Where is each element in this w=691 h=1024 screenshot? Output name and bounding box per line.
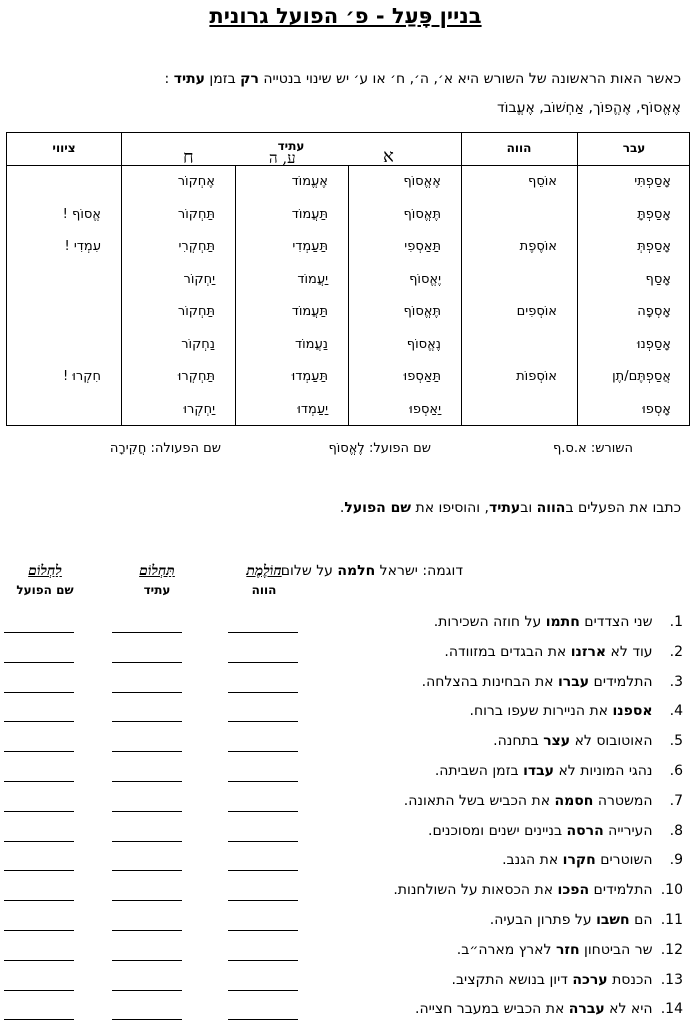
infinitive-answer-field[interactable]: [4, 662, 74, 663]
infinitive-label: שם הפועל: [16, 583, 74, 597]
future-het-cell: תַּחְקְרִי: [178, 239, 215, 254]
past-cell: אָסַפְתְּ: [637, 239, 671, 254]
future-example: תַּחְלוֹם: [139, 563, 175, 579]
question-text-end: בזמן השביתה.: [434, 763, 524, 779]
question-text: הם: [629, 912, 653, 928]
question-text: שני הצדדים: [579, 614, 653, 630]
infinitive-example: לַחְלוֹם: [28, 563, 62, 579]
future-het-cell: אֶחְקוֹר: [177, 174, 215, 189]
question-number: 9.: [669, 852, 683, 869]
example: דוגמה: ישראל חלמה על שלום.: [276, 563, 463, 579]
infinitive-answer-field[interactable]: [4, 930, 74, 931]
question-verb: חסמה: [554, 792, 594, 809]
future-alef-cell: יֶאֱסוֹף: [409, 271, 441, 287]
present-answer-field[interactable]: [228, 662, 298, 663]
future-het-cell: יַחְקוֹר: [183, 271, 215, 287]
question-number: 8.: [669, 822, 683, 839]
present-answer-field[interactable]: [228, 900, 298, 901]
future-answer-field[interactable]: [112, 721, 182, 722]
present-cell: אוֹסְפוֹת: [516, 369, 557, 384]
infinitive-answer-field[interactable]: [4, 841, 74, 842]
question-text: היא לא: [604, 1001, 653, 1018]
question-verb: הרסה: [566, 822, 604, 839]
future-ayin-cell: נַעֲמוֹד: [295, 336, 328, 352]
question-row: [415, 1001, 683, 1017]
question-verb: חקרו: [562, 852, 596, 869]
question-number: 3.: [669, 673, 683, 690]
question-number: 5.: [669, 733, 683, 750]
question-text: התלמידים: [589, 882, 653, 899]
question-number: 4.: [669, 703, 683, 720]
question-number: 12.: [660, 941, 683, 958]
question-number: 2.: [669, 643, 683, 660]
question-verb: עבדו: [523, 763, 554, 779]
verbal-noun: שם הפעולה: חֲקִירָה: [109, 441, 221, 456]
question-verb: חתמו: [545, 614, 580, 630]
question-number: 1.: [669, 614, 683, 630]
future-ayin-cell: יַעַמְדוּ: [297, 401, 328, 417]
future-alef-cell: תֶּאֱסוֹף: [403, 206, 441, 222]
future-het-cell: נַחְקוֹר: [181, 336, 215, 352]
future-alef-cell: תַּאַסְפוּ: [403, 369, 441, 384]
present-answer-field[interactable]: [228, 811, 298, 812]
future-ayin-cell: תַּעֲמוֹד: [291, 206, 328, 222]
question-row: [502, 852, 683, 868]
question-verb: הפכו: [557, 882, 590, 899]
infinitive-answer-field[interactable]: [4, 632, 74, 633]
conjugation-table: [6, 132, 690, 426]
question-number: 13.: [660, 971, 683, 988]
infinitive-answer-field[interactable]: [4, 751, 74, 752]
question-row: [457, 942, 683, 958]
question-text: הכנסת: [607, 971, 653, 988]
question-text: התלמידים: [589, 673, 653, 690]
future-alef-cell: יַאַסְפוּ: [409, 401, 441, 417]
question-verb: ארזנו: [570, 643, 607, 660]
header-imperative: ציווי: [52, 141, 76, 155]
future-answer-field[interactable]: [112, 870, 182, 871]
question-number: 14.: [660, 1001, 683, 1018]
question-text-end: את הכסאות על השולחנות.: [393, 882, 558, 899]
present-answer-field[interactable]: [228, 870, 298, 871]
future-answer-field[interactable]: [112, 1019, 182, 1020]
infinitive-answer-field[interactable]: [4, 1019, 74, 1020]
future-ayin-cell: תַּעַמְדוּ: [291, 369, 328, 384]
question-row: [404, 793, 683, 809]
infinitive-answer-field[interactable]: [4, 870, 74, 871]
question-row: [422, 674, 683, 690]
question-verb: חשבו: [596, 912, 630, 928]
present-answer-field[interactable]: [228, 841, 298, 842]
future-answer-field[interactable]: [112, 632, 182, 633]
imperative-cell: חִקְרוּ !: [63, 369, 101, 384]
present-label: הווה: [251, 583, 277, 597]
imperative-cell: אֱסוֹף !: [62, 206, 101, 222]
present-answer-field[interactable]: [228, 930, 298, 931]
present-answer-field[interactable]: [228, 990, 298, 991]
future-answer-field[interactable]: [112, 751, 182, 752]
question-row: [493, 733, 683, 749]
future-het-cell: תַּחְקוֹר: [177, 206, 215, 222]
future-het-cell: יַחְקְרוּ: [183, 401, 215, 417]
future-ayin-cell: יַעֲמוֹד: [297, 271, 328, 287]
past-cell: אָסַפְתָּ: [637, 206, 671, 222]
future-alef-cell: תֶּאֱסוֹף: [403, 304, 441, 319]
present-cell: אוֹסֵף: [528, 174, 557, 189]
instructions: כתבו את הפעלים בהווה ובעתיד, והוסיפו את שם הפועל.: [339, 500, 681, 516]
question-text: העירייה: [603, 822, 653, 839]
letter-alef: א: [383, 146, 394, 167]
past-cell: אָסַפְתִּי: [634, 174, 671, 189]
future-label: עתיד: [143, 583, 171, 597]
intro-examples: אֶאֱסוֹף, אֶהֱפוֹך, אַחְשׁוֹב, אֶעֱבוֹד: [497, 100, 681, 116]
present-answer-field[interactable]: [228, 1019, 298, 1020]
future-answer-field[interactable]: [112, 811, 182, 812]
question-number: 10.: [660, 882, 683, 899]
past-cell: אָסַפְנוּ: [637, 336, 671, 352]
future-ayin-cell: תַּעַמְדִי: [292, 239, 328, 254]
question-text-end: את הבחינות בהצלחה.: [421, 673, 558, 690]
past-cell: אָסְפָה: [637, 304, 671, 319]
question-verb: אספנו: [612, 703, 653, 720]
future-ayin-cell: אֶעֱמוֹד: [291, 174, 328, 189]
question-text-end: על פתרון הבעיה.: [489, 912, 597, 928]
question-text: השוטרים: [595, 852, 653, 869]
present-answer-field[interactable]: [228, 721, 298, 722]
question-row: [434, 614, 683, 630]
question-verb: עצר: [543, 733, 571, 750]
present-cell: אוֹסֶפֶת: [519, 239, 557, 254]
question-text: נהגי המוניות לא: [554, 763, 653, 779]
question-number: 11.: [660, 912, 683, 928]
intro-text: כאשר האות הראשונה של השורש היא א׳, ה׳, ח׳ או ע׳ יש שינוי בנטייה רק בזמן עתיד :: [164, 71, 681, 87]
question-row: [452, 972, 683, 988]
header-future: עתיד: [277, 139, 305, 153]
future-answer-field[interactable]: [112, 781, 182, 782]
future-answer-field[interactable]: [112, 662, 182, 663]
question-text-end: בניינים ישנים ומסוכנים.: [428, 822, 567, 839]
imperative-cell: עִמְדִי !: [64, 239, 101, 254]
infinitive: שם הפועל: לֶאֱסוֹף: [328, 441, 431, 456]
letter-het: ח: [183, 147, 194, 168]
question-row: [435, 763, 683, 779]
question-text-end: את הניירות שעפו ברוח.: [469, 703, 613, 720]
present-answer-field[interactable]: [228, 692, 298, 693]
present-answer-field[interactable]: [228, 632, 298, 633]
header-present: הווה: [506, 141, 532, 155]
past-cell: אֲסַפְתֶּם/תֶן: [612, 369, 671, 384]
future-alef-cell: אֶאֱסוֹף: [403, 174, 441, 189]
infinitive-answer-field[interactable]: [4, 692, 74, 693]
question-number: 6.: [669, 763, 683, 779]
question-verb: עברו: [557, 673, 590, 690]
page-title: בניין פָּעַל - פ׳ הפועל גרונית: [209, 4, 482, 28]
question-number: 7.: [669, 792, 683, 809]
future-answer-field[interactable]: [112, 960, 182, 961]
question-text-end: בתחנה.: [493, 733, 544, 750]
question-row: [470, 703, 683, 719]
question-text-end: על חוזה השכירות.: [433, 614, 546, 630]
past-cell: אָסַף: [645, 271, 671, 287]
question-text: עוד לא: [606, 643, 653, 660]
question-row: [393, 882, 683, 898]
present-cell: אוֹסְפִים: [516, 304, 557, 319]
future-alef-cell: תַּאַסְפִי: [404, 239, 441, 254]
future-answer-field[interactable]: [112, 930, 182, 931]
question-text: שר הביטחון: [579, 941, 653, 958]
question-text-end: דיון בנושא התקציב.: [451, 971, 573, 988]
present-answer-field[interactable]: [228, 751, 298, 752]
infinitive-answer-field[interactable]: [4, 781, 74, 782]
future-answer-field[interactable]: [112, 841, 182, 842]
question-text: המשטרה: [593, 792, 653, 809]
future-het-cell: תַּחְקְרוּ: [177, 369, 215, 384]
question-text-end: את הבגדים במזוודה.: [444, 643, 571, 660]
future-alef-cell: נֶאֱסוֹף: [406, 336, 441, 352]
infinitive-answer-field[interactable]: [4, 960, 74, 961]
root: השורש: א.ס.ף: [552, 441, 633, 456]
present-answer-field[interactable]: [228, 960, 298, 961]
question-text-end: לארץ מארה״ב.: [456, 941, 556, 958]
question-verb: ערכה: [572, 971, 608, 988]
question-verb: חזר: [555, 941, 580, 958]
question-text-end: את הכביש בשל התאונה.: [403, 792, 555, 809]
header-past: עבר: [622, 141, 646, 155]
question-text: האוטובוס לא: [570, 733, 653, 750]
future-answer-field[interactable]: [112, 692, 182, 693]
infinitive-answer-field[interactable]: [4, 900, 74, 901]
question-text-end: את הגנב.: [502, 852, 563, 869]
infinitive-answer-field[interactable]: [4, 721, 74, 722]
question-row: [428, 823, 683, 839]
question-verb: עברה: [568, 1001, 605, 1018]
question-text-end: את הכביש במעבר חצייה.: [415, 1001, 569, 1018]
infinitive-answer-field[interactable]: [4, 990, 74, 991]
question-row: [490, 912, 683, 928]
future-het-cell: תַּחְקוֹר: [177, 304, 215, 319]
letter-ayin-heh: ע, ה: [269, 149, 296, 167]
future-answer-field[interactable]: [112, 990, 182, 991]
infinitive-answer-field[interactable]: [4, 811, 74, 812]
future-ayin-cell: תַּעֲמוֹד: [291, 304, 328, 319]
present-answer-field[interactable]: [228, 781, 298, 782]
past-cell: אָסְפוּ: [642, 401, 671, 417]
future-answer-field[interactable]: [112, 900, 182, 901]
question-row: [444, 644, 683, 660]
present-example: חוֹלֶמֶת: [246, 563, 282, 579]
